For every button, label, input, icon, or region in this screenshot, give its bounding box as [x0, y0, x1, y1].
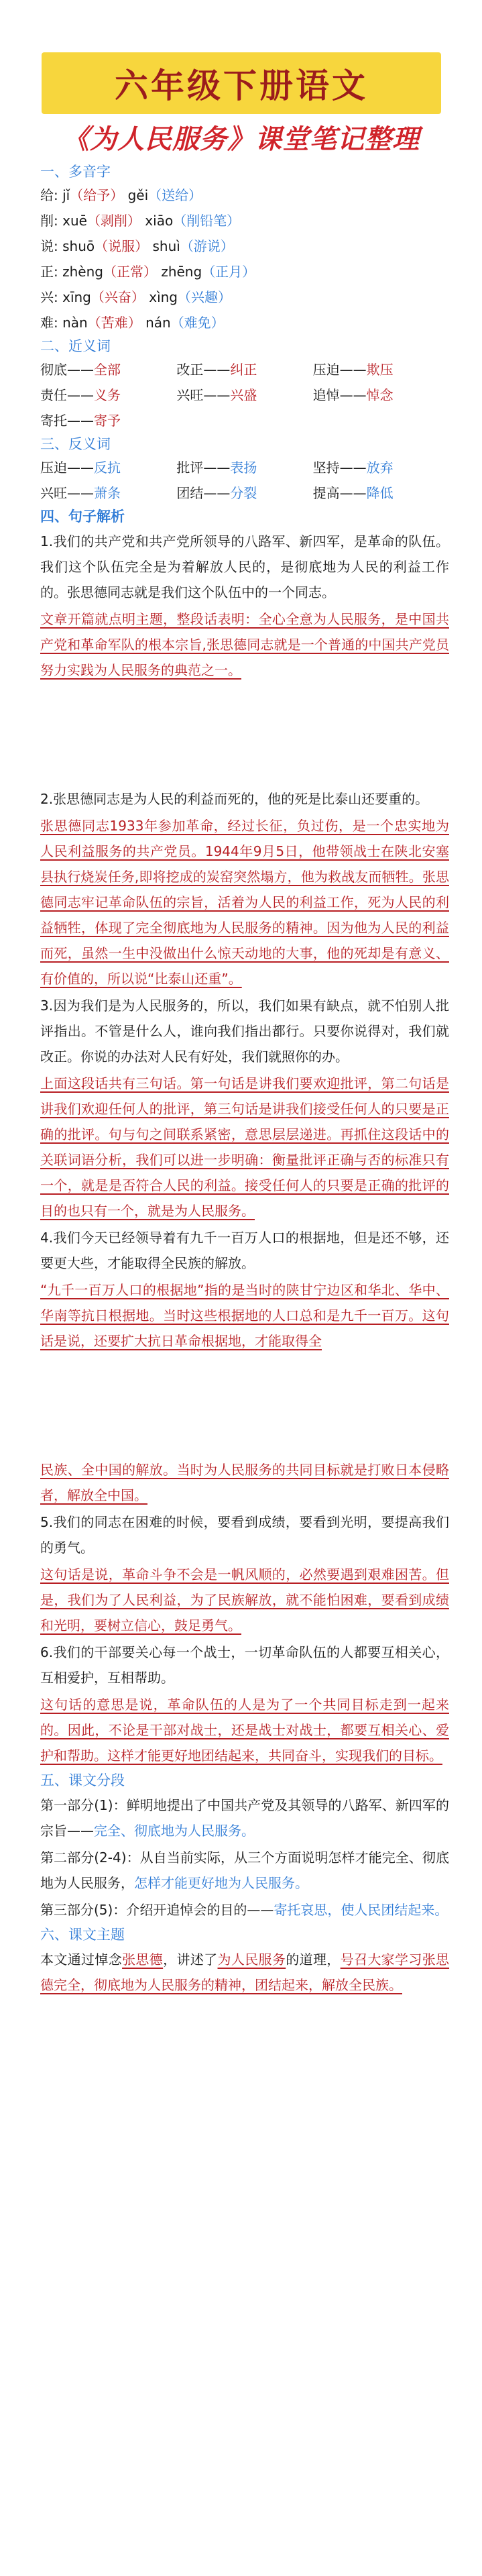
word: （兴奋）: [91, 289, 145, 305]
pinyin: zhēng: [161, 264, 202, 280]
polyphone-row: [40, 182, 449, 208]
analysis-6: 这句话的意思是说，革命队伍的人是为了一个共同目标走到一起来的。因此，不论是干部对战士，还是战士对战士，都要互相关心、爱护和帮助。这样才能更好地团结起来，共同奋斗，实现我们的目标。: [40, 1697, 449, 1764]
part-2: 第二部分(2-4)：从自当前实际，从三个方面说明怎样才能完全、彻底地为人民服务，怎样才能更好地为人民服务。: [40, 1849, 449, 1891]
word-pair: 团结——分裂: [176, 485, 257, 501]
word-pair: 批评——表扬: [176, 460, 257, 476]
analysis-1: 文章开篇就点明主题，整段话表明：全心全意为人民服务，是中国共产党和革命军队的根本宗旨,张思德同志就是一个普通的中国共产党员努力实践为人民服务的典范之一。: [40, 611, 449, 678]
pinyin: zhèng: [62, 264, 103, 280]
theme-text: 本文通过悼念张思德，讲述了为人民服务的道理，号召大家学习张思德完全，彻底地为人民服务的精神，团结起来，解放全民族。: [40, 1951, 450, 1993]
word: （难免）: [170, 315, 225, 331]
theme-call: 号召大家学习张思德完全，彻底地为人民服务的精神，团结起来，解放全民族。: [40, 1951, 450, 1993]
word-pair: 追悼——悼念: [312, 387, 394, 403]
char: 正:: [40, 264, 58, 280]
section-heading-sentence-analysis: 四、句子解析: [40, 508, 125, 525]
pinyin: shuō: [62, 238, 95, 254]
polyphone-row: [40, 208, 449, 233]
word-pair: 责任——义务: [40, 387, 121, 403]
word-pair: 兴旺——萧条: [40, 485, 121, 501]
pinyin: gěi: [127, 187, 149, 203]
page-title: 六年级下册语文: [115, 66, 368, 105]
pinyin: xuē: [62, 213, 87, 229]
notes-content: [40, 161, 449, 1999]
char: 兴:: [40, 289, 58, 305]
word: （送给）: [148, 187, 202, 203]
section-heading-antonyms: 三、反义词: [40, 436, 111, 452]
analysis-2: 张思德同志1933年参加革命，经过长征，负过伤，是一个忠实地为人民利益服务的共产党员。1944年9月5日，他带领战士在陕北安塞县执行烧炭任务,即将挖成的炭窑突然塌方，他为救战友而牺牲。张思德同志牢记革命队伍的宗旨，活着为人民的利益工作，死为人民的利益牺牲，体现了完全彻底地为人民服务的精神。因为他为人民的利益而死，虽然一生中没做出什么惊天动地的大事，他的死却是有意义、有价值的，所以说“比泰山还重”。: [40, 818, 449, 987]
analysis-4-part-2: 民族、全中国的解放。当时为人民服务的共同目标就是打败日本侵略者，解放全中国。: [40, 1462, 449, 1503]
antonym-row: [40, 480, 449, 506]
sentence-1: 1.我们的共产党和共产党所领导的八路军、新四军，是革命的队伍。我们这个队伍完全是为着解放人民的，是彻底地为人民的利益工作的。张思德同志就是我们这个队伍中的一个同志。: [40, 533, 449, 600]
sentence-2: 2.张思德同志是为人民的利益而死的，他的死是比泰山还要重的。: [40, 791, 429, 807]
word-pair: 兴旺——兴盛: [176, 387, 257, 403]
word-pair: 改正——纠正: [176, 362, 257, 378]
theme-name: 张思德: [122, 1951, 164, 1968]
word-pair: 坚持——放弃: [312, 460, 394, 476]
section-heading-synonyms: 二、近义词: [40, 338, 111, 354]
sentence-4: 4.我们今天已经领导着有九千一百万人口的根据地，但是还不够，还要更大些，才能取得全民族的解放。: [40, 1230, 449, 1271]
pinyin: xìng: [149, 289, 178, 305]
sentence-5: 5.我们的同志在困难的时候，要看到成绩，要看到光明，要提高我们的勇气。: [40, 1514, 449, 1556]
section-heading-paragraphs: 五、课文分段: [40, 1772, 125, 1788]
section-heading-theme: 六、课文主题: [40, 1927, 125, 1943]
analysis-3: 上面这段话共有三句话。第一句话是讲我们要欢迎批评，第二句话是讲我们欢迎任何人的批评，第三句话是讲我们接受任何人的只要是正确的批评。句与句之间联系紧密，意思层层递进。再抓住这段话中的关联词语分析，我们可以进一步明确：衡量批评正确与否的标准只有一个，就是是否符合人民的利益。接受任何人的只要是正确的批评的目的也只有一个，就是为人民服务。: [40, 1075, 449, 1219]
polyphone-row: [40, 233, 449, 259]
word: （正月）: [202, 264, 256, 280]
word: （说服）: [95, 238, 149, 254]
word-pair: 寄托——寄予: [40, 413, 121, 429]
word: （削铅笔）: [173, 213, 241, 229]
word-pair: 压迫——反抗: [40, 460, 121, 476]
analysis-4-part-1: “九千一百万人口的根据地”指的是当时的陕甘宁边区和华北、华中、华南等抗日根据地。当时这些根据地的人口总和是九千一百万。这句话是说，还要扩大抗日革命根据地，才能取得全: [40, 1282, 449, 1349]
pinyin: nàn: [62, 315, 88, 331]
pinyin: xīng: [62, 289, 91, 305]
synonym-row: [40, 408, 449, 433]
polyphone-row: [40, 259, 449, 284]
part-2-answer: 怎样才能更好地为人民服务。: [134, 1875, 308, 1891]
synonym-row: [40, 382, 449, 408]
part-1: 第一部分(1)：鲜明地提出了中国共产党及其领导的八路军、新四军的宗旨——完全、彻底地为人民服务。: [40, 1797, 449, 1839]
word: （给予）: [70, 187, 124, 203]
word: （兴趣）: [178, 289, 231, 305]
word: （游说）: [180, 238, 234, 254]
word: （苦难）: [87, 315, 141, 331]
section-heading-polyphones: 一、多音字: [40, 164, 111, 180]
pinyin: shuì: [152, 238, 180, 254]
char: 说:: [40, 238, 58, 254]
sentence-3: 3.因为我们是为人民服务的，所以，我们如果有缺点，就不怕别人批评指出。不管是什么人，谁向我们指出都行。只要你说得对，我们就改正。你说的办法对人民有好处，我们就照你的办。: [40, 998, 449, 1065]
word: （正常）: [103, 264, 157, 280]
polyphone-row: [40, 310, 449, 335]
word: （剥削）: [86, 213, 141, 229]
blank-gap: [40, 684, 449, 785]
char: 给:: [40, 187, 58, 203]
part-3-answer: 寄托哀思，使人民团结起来。: [274, 1902, 448, 1918]
pinyin: jǐ: [62, 187, 70, 203]
synonym-row: [40, 357, 449, 382]
sentence-6: 6.我们的干部要关心每一个战士，一切革命队伍的人都要互相关心，互相爱护，互相帮助。: [40, 1644, 449, 1686]
word-pair: 压迫——欺压: [312, 362, 394, 378]
title-banner: [42, 52, 441, 114]
blank-gap: [40, 1355, 449, 1456]
pinyin: nán: [145, 315, 171, 331]
polyphone-row: [40, 284, 449, 310]
page-subtitle: 《为人民服务》课堂笔记整理: [62, 124, 420, 155]
word-pair: 彻底——全部: [40, 362, 121, 378]
char: 难:: [40, 315, 58, 331]
word-pair: 提高——降低: [312, 485, 394, 501]
theme-keyword: 为人民服务: [217, 1951, 286, 1968]
part-1-answer: 完全、彻底地为人民服务。: [94, 1823, 255, 1839]
char: 削:: [40, 213, 58, 229]
pinyin: xiāo: [145, 213, 174, 229]
antonym-row: [40, 455, 449, 480]
analysis-5: 这句话是说，革命斗争不会是一帆风顺的，必然要遇到艰难困苦。但是，我们为了人民利益，为了民族解放，就不能怕困难，要看到成绩和光明，要树立信心，鼓足勇气。: [40, 1566, 449, 1633]
part-3: 第三部分(5)：介绍开追悼会的目的——寄托哀思，使人民团结起来。: [40, 1902, 448, 1918]
